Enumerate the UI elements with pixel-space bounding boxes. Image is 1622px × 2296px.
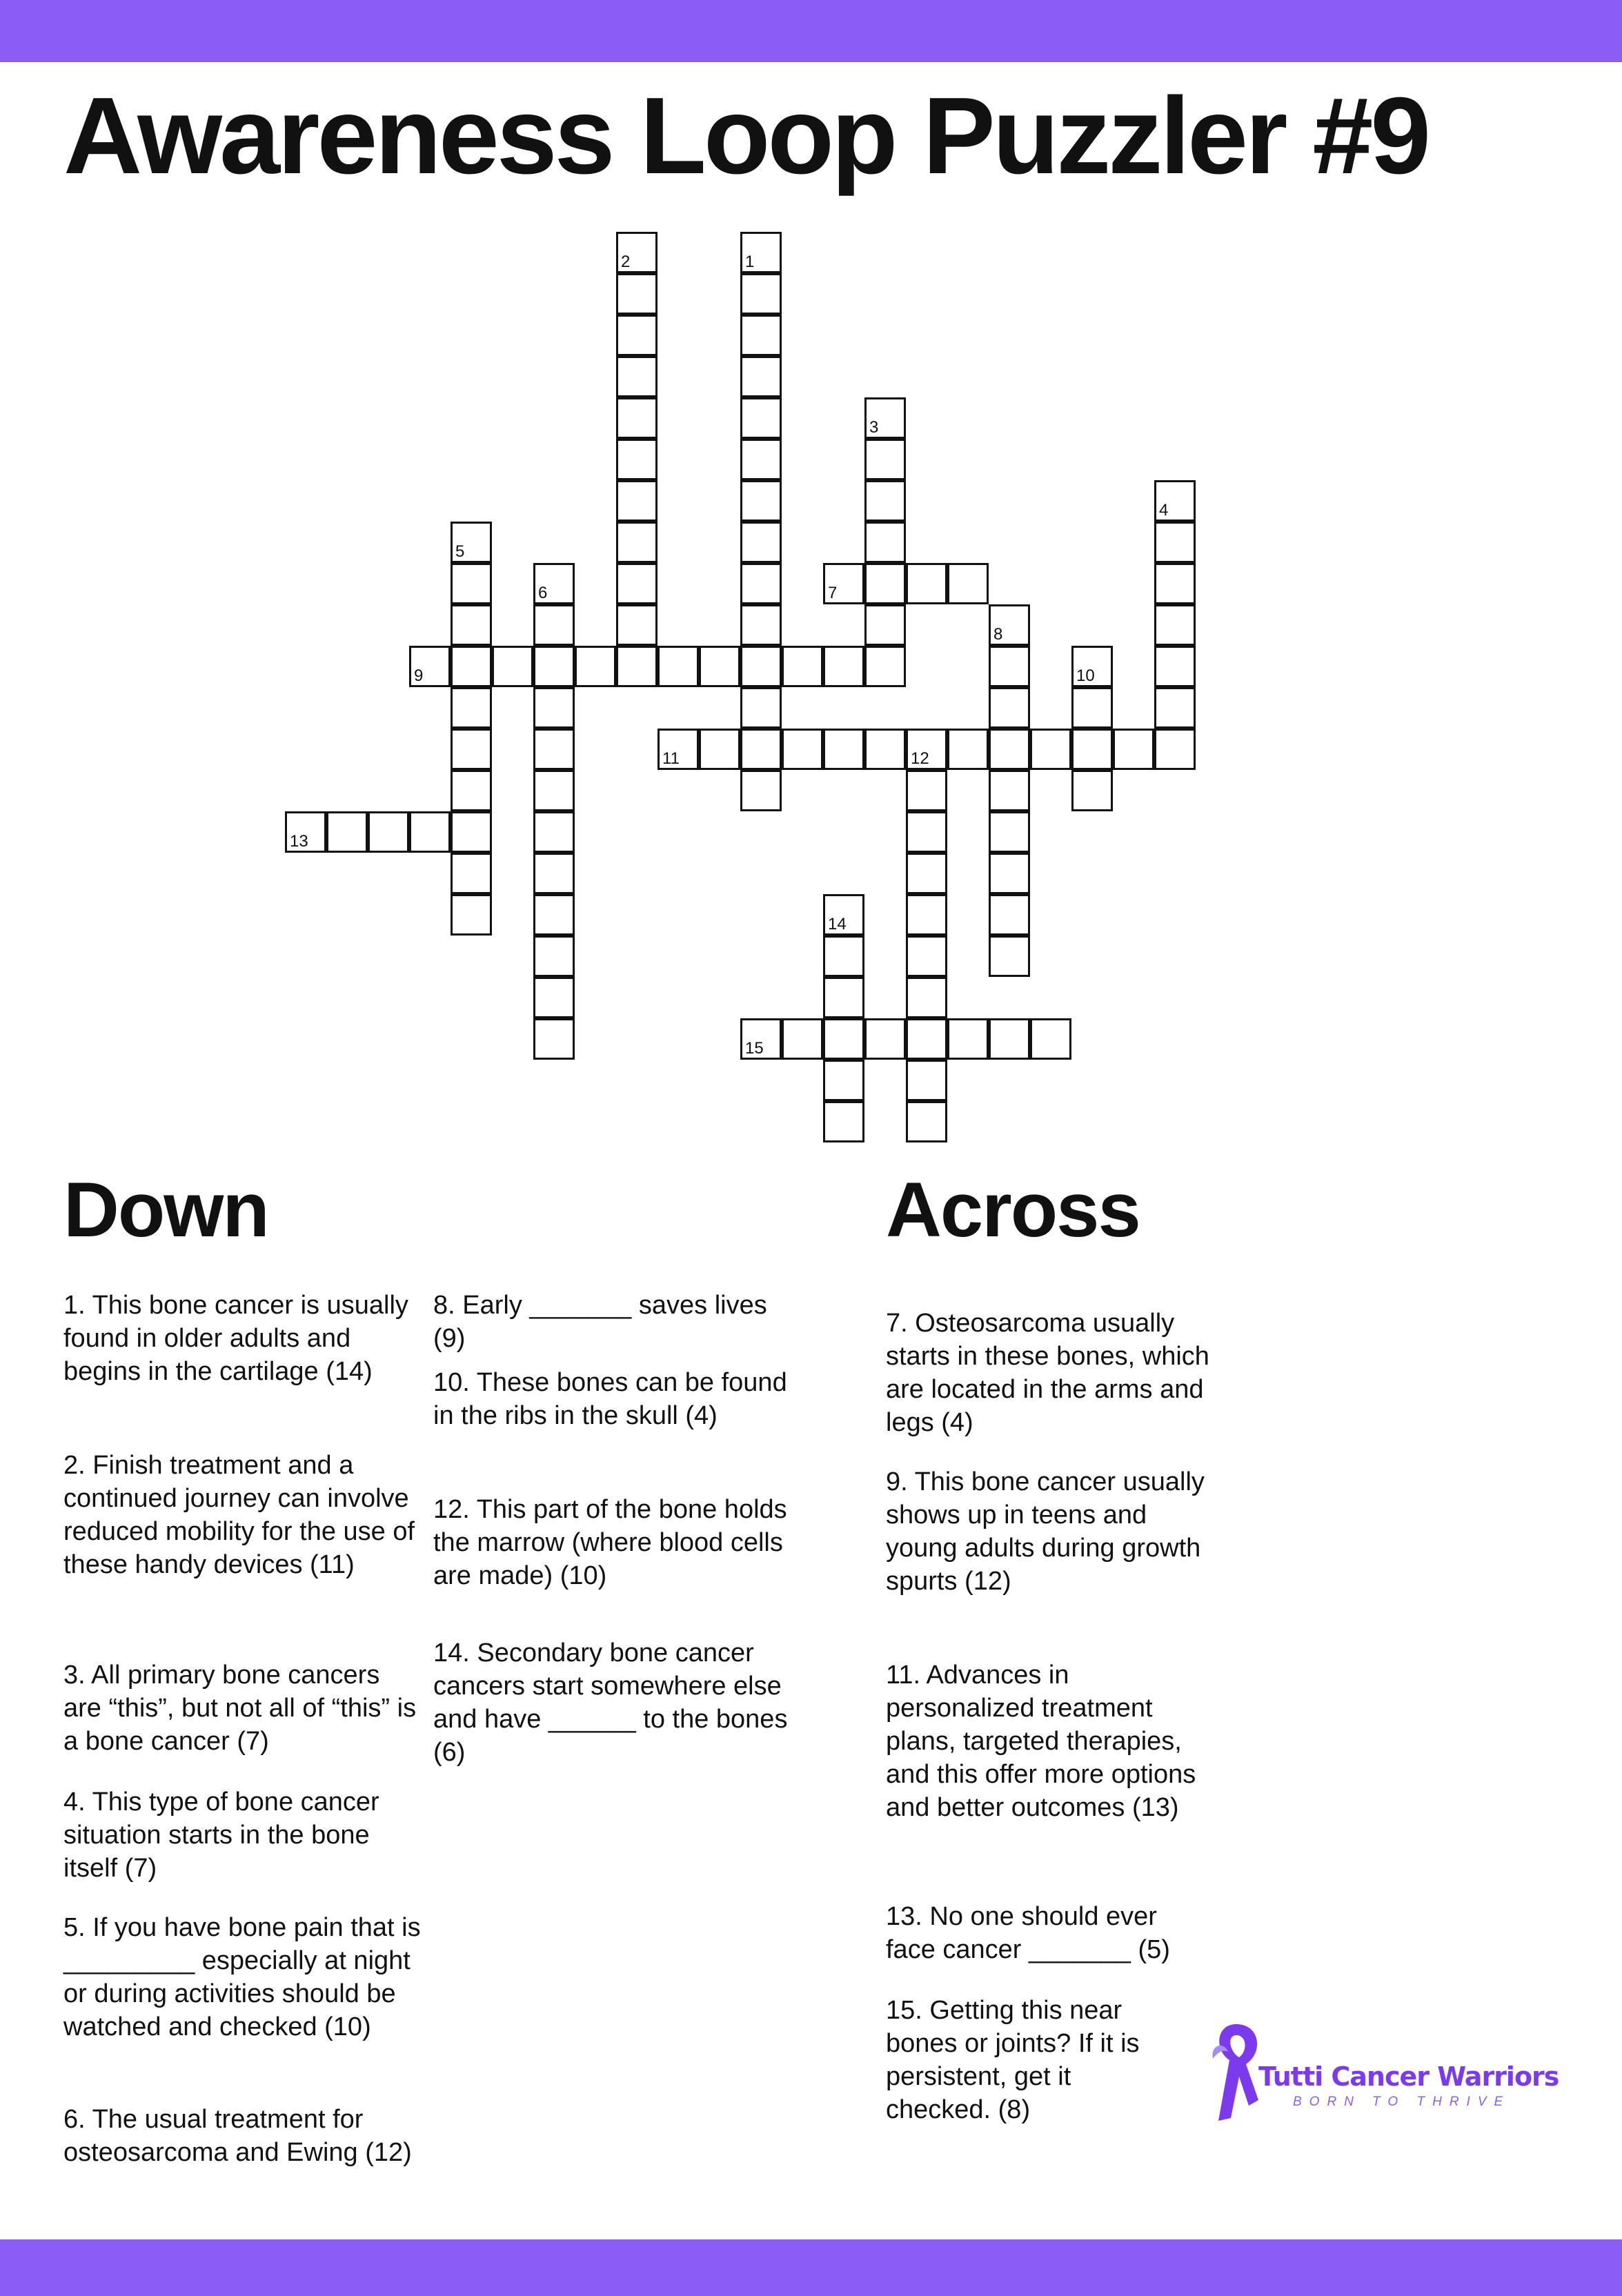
grid-cell[interactable] — [740, 480, 782, 522]
grid-cell[interactable] — [906, 853, 947, 894]
clue-number-10: 10 — [1076, 666, 1095, 685]
grid-cell[interactable] — [906, 770, 947, 811]
grid-cell[interactable] — [740, 687, 782, 729]
grid-cell[interactable] — [989, 687, 1030, 729]
grid-cell[interactable] — [823, 1101, 864, 1142]
grid-cell[interactable] — [947, 1018, 989, 1060]
grid-cell[interactable] — [451, 853, 492, 894]
grid-cell[interactable] — [616, 522, 657, 563]
grid-cell[interactable] — [492, 646, 533, 687]
across-clue-9: 9. This bone cancer usually shows up in teens and young adults during growth spurts (12) — [886, 1467, 1205, 1596]
down-clue-3: 3. All primary bone cancers are “this”, but not all of “this” is a bone cancer (7) — [63, 1661, 417, 1756]
across-clue-11: 11. Advances in personalized treatment plans, targeted therapies, and this offer more options and better outcomes (13) — [886, 1661, 1196, 1822]
grid-cell[interactable] — [533, 977, 575, 1018]
grid-cell[interactable] — [740, 315, 782, 356]
grid-cell[interactable] — [533, 687, 575, 729]
bottom-band — [0, 2239, 1622, 2296]
grid-cell[interactable] — [451, 604, 492, 646]
grid-cell[interactable] — [782, 1018, 823, 1060]
down-clue-6: 6. The usual treatment for osteosarcoma and Ewing (12) — [63, 2105, 412, 2167]
grid-cell[interactable] — [1030, 729, 1071, 770]
grid-cell[interactable] — [989, 894, 1030, 936]
clue-number-7: 7 — [828, 584, 838, 602]
grid-cell[interactable] — [906, 1018, 947, 1060]
grid-cell[interactable] — [740, 770, 782, 811]
across-clue-7: 7. Osteosarcoma usually starts in these bones, which are located in the arms and legs (4) — [886, 1309, 1209, 1437]
clue-number-13: 13 — [290, 832, 308, 851]
grid-cell[interactable] — [451, 770, 492, 811]
clue-number-2: 2 — [621, 253, 631, 271]
clue-number-1: 1 — [745, 253, 755, 271]
grid-cell[interactable] — [616, 646, 657, 687]
down-clue-8: 8. Early _______ saves lives (9) — [433, 1291, 767, 1353]
grid-cell[interactable] — [1071, 687, 1113, 729]
grid-cell[interactable] — [1154, 687, 1196, 729]
grid-cell[interactable] — [864, 604, 906, 646]
grid-cell[interactable] — [906, 1060, 947, 1101]
clue-number-9: 9 — [414, 666, 424, 685]
grid-cell[interactable] — [533, 936, 575, 977]
grid-cell[interactable] — [864, 729, 906, 770]
down-clue-5: 5. If you have bone pain that is _________ especially at night or during activities should be watched and checked (10) — [63, 1913, 421, 2041]
grid-cell[interactable] — [864, 1018, 906, 1060]
grid-cell[interactable] — [1154, 563, 1196, 604]
grid-cell[interactable] — [1113, 729, 1154, 770]
grid-cell[interactable] — [368, 811, 409, 853]
grid-cell[interactable] — [451, 687, 492, 729]
grid-cell[interactable] — [823, 1018, 864, 1060]
grid-cell[interactable] — [699, 729, 740, 770]
down-clue-12: 12. This part of the bone holds the marrow (where blood cells are made) (10) — [433, 1495, 787, 1590]
grid-cell[interactable] — [782, 646, 823, 687]
grid-cell[interactable] — [533, 894, 575, 936]
grid-cell[interactable] — [740, 646, 782, 687]
grid-cell[interactable] — [906, 811, 947, 853]
grid-cell[interactable] — [1154, 604, 1196, 646]
clue-number-4: 4 — [1159, 501, 1169, 519]
grid-cell[interactable] — [906, 894, 947, 936]
grid-cell[interactable] — [616, 273, 657, 315]
clue-number-15: 15 — [745, 1039, 764, 1058]
grid-cell[interactable] — [740, 273, 782, 315]
down-clue-14: 14. Secondary bone cancer cancers start somewhere else and have ______ to the bones (6) — [433, 1639, 788, 1767]
grid-cell[interactable] — [533, 811, 575, 853]
grid-cell[interactable] — [616, 563, 657, 604]
grid-cell[interactable] — [864, 439, 906, 480]
grid-cell[interactable] — [823, 1060, 864, 1101]
grid-cell[interactable] — [906, 936, 947, 977]
down-clue-10: 10. These bones can be found in the ribs in the skull (4) — [433, 1368, 787, 1430]
grid-cell[interactable] — [1154, 729, 1196, 770]
grid-cell[interactable] — [451, 646, 492, 687]
grid-cell[interactable] — [906, 977, 947, 1018]
clue-number-12: 12 — [911, 749, 929, 768]
grid-cell[interactable] — [1154, 646, 1196, 687]
grid-cell[interactable] — [326, 811, 368, 853]
logo-tagline: BORN TO THRIVE — [1293, 2095, 1511, 2109]
grid-cell[interactable] — [989, 770, 1030, 811]
grid-cell[interactable] — [740, 397, 782, 439]
grid-cell[interactable] — [533, 770, 575, 811]
grid-cell[interactable] — [782, 729, 823, 770]
grid-cell[interactable] — [533, 853, 575, 894]
grid-cell[interactable] — [740, 604, 782, 646]
grid-cell[interactable] — [864, 522, 906, 563]
grid-cell[interactable] — [1154, 522, 1196, 563]
grid-cell[interactable] — [1030, 1018, 1071, 1060]
grid-cell[interactable] — [989, 1018, 1030, 1060]
grid-cell[interactable] — [657, 646, 699, 687]
grid-cell[interactable] — [451, 729, 492, 770]
grid-cell[interactable] — [989, 811, 1030, 853]
grid-cell[interactable] — [947, 563, 989, 604]
grid-cell[interactable] — [1071, 770, 1113, 811]
grid-cell[interactable] — [533, 646, 575, 687]
grid-cell[interactable] — [823, 729, 864, 770]
clue-number-14: 14 — [828, 915, 847, 933]
grid-cell[interactable] — [616, 604, 657, 646]
clue-number-11: 11 — [662, 749, 680, 768]
grid-cell[interactable] — [906, 563, 947, 604]
grid-cell[interactable] — [1071, 729, 1113, 770]
grid-cell[interactable] — [989, 729, 1030, 770]
logo-name: Tutti Cancer Warriors — [1258, 2061, 1559, 2092]
down-heading: Down — [63, 1167, 268, 1253]
down-clue-2: 2. Finish treatment and a continued journey can involve reduced mobility for the use of these handy devices (11) — [63, 1451, 415, 1579]
grid-cell[interactable] — [740, 356, 782, 397]
grid-cell[interactable] — [740, 522, 782, 563]
clue-number-3: 3 — [869, 418, 879, 437]
grid-cell[interactable] — [740, 563, 782, 604]
grid-cell[interactable] — [864, 563, 906, 604]
clue-number-8: 8 — [993, 625, 1003, 644]
grid-cell[interactable] — [616, 397, 657, 439]
across-clue-15: 15. Getting this near bones or joints? If it is persistent, get it checked. (8) — [886, 1996, 1140, 2124]
grid-cell[interactable] — [616, 439, 657, 480]
grid-cell[interactable] — [864, 646, 906, 687]
grid-cell[interactable] — [989, 853, 1030, 894]
clue-number-5: 5 — [455, 542, 465, 561]
grid-cell[interactable] — [989, 646, 1030, 687]
clue-number-6: 6 — [538, 584, 548, 602]
grid-cell[interactable] — [823, 977, 864, 1018]
grid-cell[interactable] — [740, 439, 782, 480]
grid-cell[interactable] — [409, 811, 451, 853]
grid-cell[interactable] — [616, 356, 657, 397]
grid-cell[interactable] — [451, 811, 492, 853]
grid-cell[interactable] — [740, 729, 782, 770]
grid-cell[interactable] — [699, 646, 740, 687]
grid-cell[interactable] — [947, 729, 989, 770]
grid-cell[interactable] — [451, 563, 492, 604]
grid-cell[interactable] — [864, 480, 906, 522]
puzzle-title: Awareness Loop Puzzler #9 — [63, 75, 1429, 197]
across-heading: Across — [886, 1167, 1140, 1253]
grid-cell[interactable] — [533, 729, 575, 770]
grid-cell[interactable] — [575, 646, 616, 687]
grid-cell[interactable] — [533, 604, 575, 646]
down-clue-1: 1. This bone cancer is usually found in older adults and begins in the cartilage (14) — [63, 1291, 408, 1386]
grid-cell[interactable] — [906, 1101, 947, 1142]
grid-cell[interactable] — [616, 480, 657, 522]
tutti-cancer-warriors-logo — [1209, 2017, 1559, 2121]
grid-cell[interactable] — [616, 315, 657, 356]
grid-cell[interactable] — [823, 936, 864, 977]
grid-cell[interactable] — [989, 936, 1030, 977]
down-clue-4: 4. This type of bone cancer situation starts in the bone itself (7) — [63, 1788, 379, 1883]
across-clue-13: 13. No one should ever face cancer _______ (5) — [886, 1902, 1170, 1964]
grid-cell[interactable] — [533, 1018, 575, 1060]
grid-cell[interactable] — [451, 894, 492, 936]
grid-cell[interactable] — [823, 646, 864, 687]
